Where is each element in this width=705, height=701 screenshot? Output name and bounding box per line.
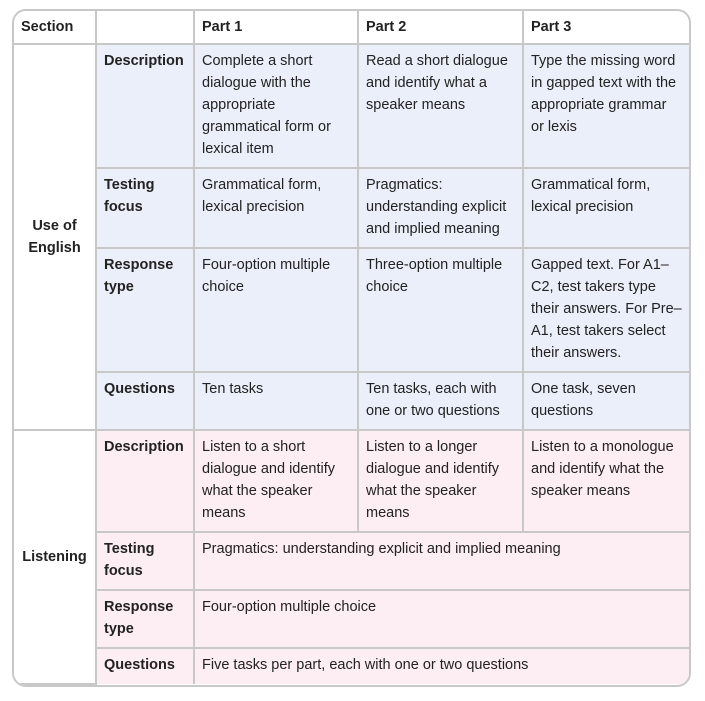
cell-listening-description-part1: Listen to a short dialogue and identify what the speaker means (194, 430, 358, 532)
use-of-english-questions-row (14, 372, 689, 430)
use-of-english-testing-focus-row (14, 168, 689, 248)
listening-description-row (14, 430, 689, 532)
section-use-of-english: Use of English (14, 44, 96, 430)
cell-uoe-description-part1: Complete a short dialogue with the appropriate grammatical form or lexical item (194, 44, 358, 168)
section-listening: Listening (14, 430, 96, 684)
test-structure-table (14, 11, 689, 685)
listening-questions-row (14, 648, 689, 684)
cell-listening-description-part2: Listen to a longer dialogue and identify what the speaker means (358, 430, 523, 532)
cell-listening-description-part3: Listen to a monologue and identify what the speaker means (523, 430, 689, 532)
row-label-description: Description (96, 44, 194, 168)
cell-uoe-questions-part3: One task, seven questions (523, 372, 689, 430)
header-part3: Part 3 (523, 11, 689, 44)
cell-uoe-testing-focus-part1: Grammatical form, lexical precision (194, 168, 358, 248)
cell-uoe-description-part3: Type the missing word in gapped text with the appropriate grammar or lexis (523, 44, 689, 168)
cell-uoe-testing-focus-part2: Pragmatics: understanding explicit and implied meaning (358, 168, 523, 248)
listening-testing-focus-row (14, 532, 689, 590)
use-of-english-response-type-row (14, 248, 689, 372)
row-label-response-type: Response type (96, 248, 194, 372)
row-label-questions: Questions (96, 648, 194, 684)
cell-listening-testing-focus: Pragmatics: understanding explicit and implied meaning (194, 532, 689, 590)
test-structure-table-container (12, 9, 691, 687)
cell-uoe-response-type-part2: Three-option multiple choice (358, 248, 523, 372)
header-part2: Part 2 (358, 11, 523, 44)
use-of-english-description-row (14, 44, 689, 168)
header-part1: Part 1 (194, 11, 358, 44)
cell-uoe-response-type-part3: Gapped text. For A1–C2, test takers type their answers. For Pre–A1, test takers select their answers. (523, 248, 689, 372)
row-label-testing-focus: Testing focus (96, 532, 194, 590)
row-label-testing-focus: Testing focus (96, 168, 194, 248)
header-blank (96, 11, 194, 44)
header-row (14, 11, 689, 44)
row-label-response-type: Response type (96, 590, 194, 648)
cell-uoe-description-part2: Read a short dialogue and identify what a speaker means (358, 44, 523, 168)
header-section: Section (14, 11, 96, 44)
cell-uoe-testing-focus-part3: Grammatical form, lexical precision (523, 168, 689, 248)
row-label-description: Description (96, 430, 194, 532)
cell-listening-response-type: Four-option multiple choice (194, 590, 689, 648)
cell-uoe-questions-part1: Ten tasks (194, 372, 358, 430)
row-label-questions: Questions (96, 372, 194, 430)
cell-uoe-response-type-part1: Four-option multiple choice (194, 248, 358, 372)
cell-uoe-questions-part2: Ten tasks, each with one or two questions (358, 372, 523, 430)
cell-listening-questions: Five tasks per part, each with one or two questions (194, 648, 689, 684)
listening-response-type-row (14, 590, 689, 648)
